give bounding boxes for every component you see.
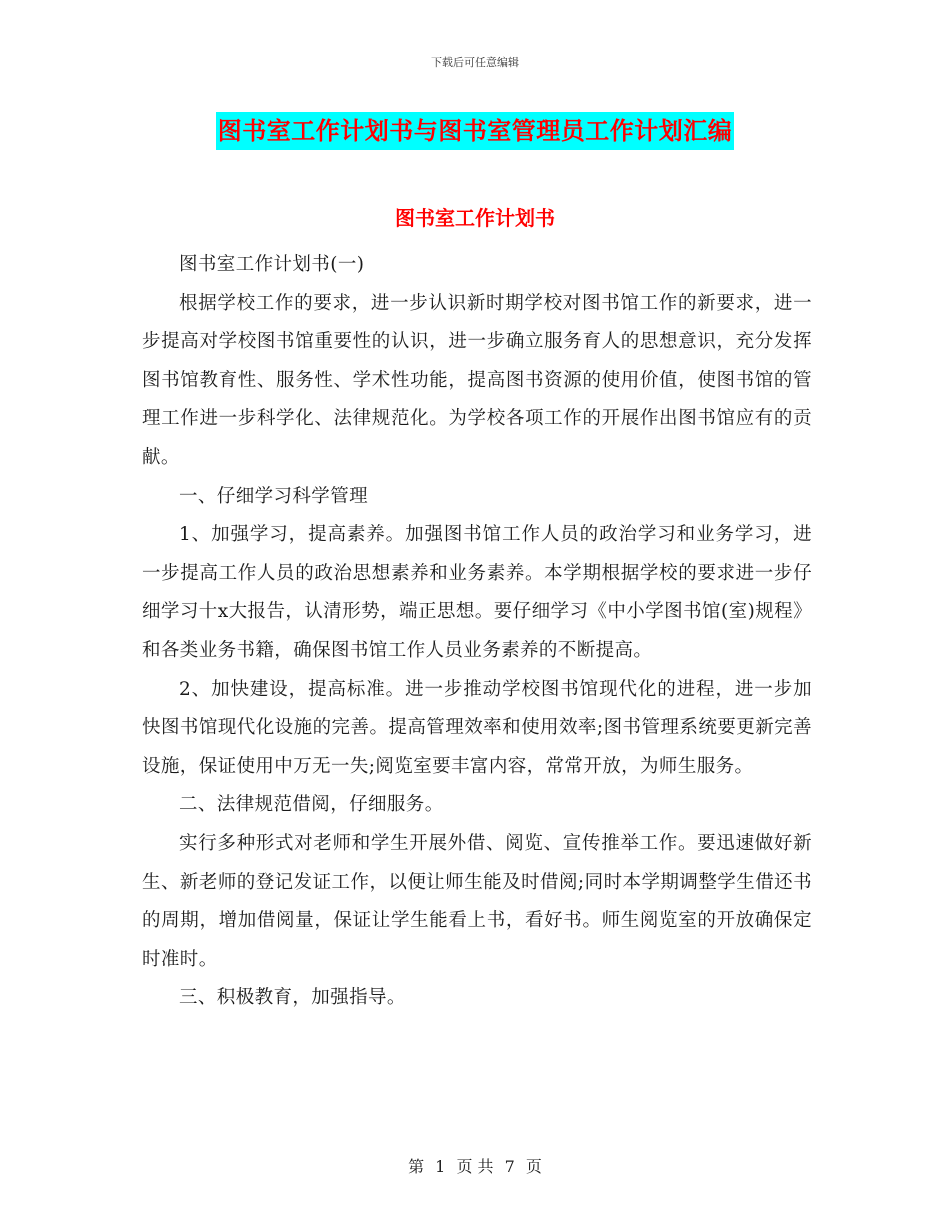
paragraph: 1、加强学习，提高素养。加强图书馆工作人员的政治学习和业务学习，进一步提高工作人员的政治思想素养和业务素养。本学期根据学校的要求进一步仔细学习十x大报告，认清形势，端正思想。要仔细学习《中小学图书馆(室)规程》和各类业务书籍，确保图书馆工作人员业务素养的不断提高。: [142, 524, 812, 661]
paragraph: 实行多种形式对老师和学生开展外借、阅览、宣传推举工作。要迅速做好新生、新老师的登记发证工作，以便让师生能及时借阅;同时本学期调整学生借还书的周期，增加借阅量，保证让学生能看上书，看好书。师生阅览室的开放确保定时准时。: [142, 832, 812, 970]
page-current: 1: [435, 1157, 446, 1176]
section-heading: 二、法律规范借阅，仔细服务。: [179, 794, 444, 816]
page-mid: 页 共: [456, 1157, 494, 1176]
main-title-container: [0, 112, 950, 150]
section-heading: 三、积极教育，加强指导。: [179, 987, 406, 1009]
section-heading: 一、仔细学习科学管理: [179, 485, 369, 507]
page-suffix: 页: [525, 1157, 542, 1176]
paragraph: 根据学校工作的要求，进一步认识新时期学校对图书馆工作的新要求，进一步提高对学校图书馆重要性的认识，进一步确立服务育人的思想意识，充分发挥图书馆教育性、服务性、学术性功能，提高图书资源的使用价值，使图书馆的管理工作进一步科学化、法律规范化。为学校各项工作的开展作出图书馆应有的贡献。: [142, 292, 812, 468]
paragraph-heading: 图书室工作计划书(一): [179, 254, 365, 275]
section-title: 图书室工作计划书: [395, 206, 555, 230]
page-footer: [0, 1154, 950, 1177]
header-note: 下载后可任意编辑: [431, 56, 519, 69]
paragraph: 2、加快建设，提高标准。进一步推动学校图书馆现代化的进程，进一步加快图书馆现代化设施的完善。提高管理效率和使用效率;图书管理系统要更新完善设施，保证使用中万无一失;阅览室要丰富内容，常常开放，为师生服务。: [142, 678, 812, 777]
document-body: [142, 246, 812, 1018]
page-prefix: 第: [408, 1157, 425, 1176]
main-title: 图书室工作计划书与图书室管理员工作计划汇编: [216, 112, 735, 150]
page-total: 7: [504, 1157, 515, 1176]
